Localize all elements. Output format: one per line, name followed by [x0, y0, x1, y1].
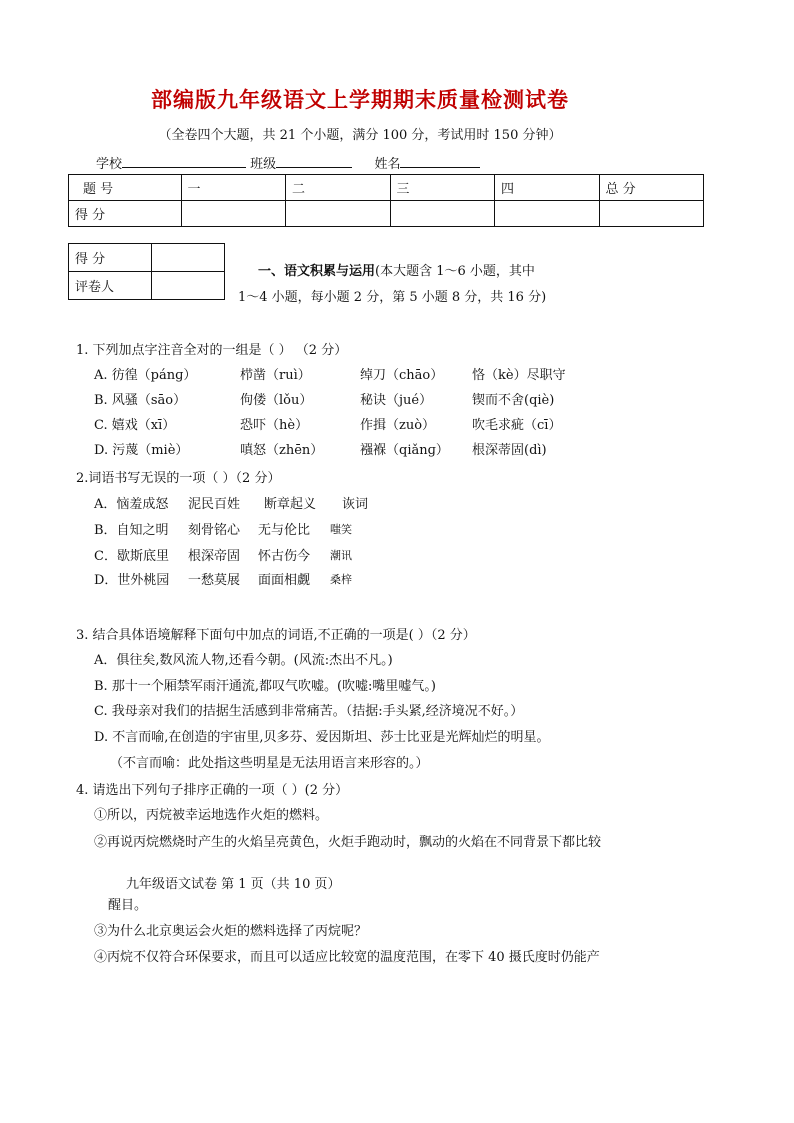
- score-table-header: 总 分: [599, 175, 704, 201]
- exam-instructions: （全卷四个大题，共 21 个小题，满分 100 分，考试用时 150 分钟）: [158, 128, 562, 143]
- score-table-header: 四: [495, 175, 600, 201]
- q1-option: 嗔怒（zhēn）: [240, 443, 324, 458]
- q3-option-a: A．俱往矣,数风流人物,还看今朝。(风流:杰出不凡。): [94, 653, 393, 668]
- school-field[interactable]: [122, 154, 246, 168]
- q2-option: 一愁莫展: [188, 573, 241, 588]
- grader-table: [68, 243, 225, 300]
- class-label: 班级: [250, 157, 277, 172]
- q2-option: 面面相觑: [258, 573, 311, 588]
- student-info-row: [96, 153, 480, 172]
- q2-option: 桑梓: [330, 573, 352, 586]
- score-table-header: 题 号: [69, 175, 182, 201]
- q2-option: 怀古伤今: [258, 549, 311, 564]
- page-footer: 九年级语文试卷 第 1 页（共 10 页）: [126, 877, 341, 892]
- name-field[interactable]: [400, 154, 480, 168]
- grader-name-cell[interactable]: [152, 272, 225, 300]
- q2-option: 根深帝固: [188, 549, 241, 564]
- q2-option: 无与伦比: [258, 523, 311, 538]
- question-1-stem: 1. 下列加点字注音全对的一组是（ ） （2 分）: [76, 343, 348, 358]
- q1-option: 栉凿（ruì）: [240, 368, 311, 383]
- q1-option: 根深蒂固(dì): [472, 443, 547, 458]
- q2-option: 嗤笑: [330, 523, 352, 536]
- q2-option: 刻骨铭心: [188, 523, 241, 538]
- q1-option: 佝偻（lǒu）: [240, 393, 313, 408]
- page-title: 部编版九年级语文上学期期末质量检测试卷: [151, 87, 569, 112]
- q3-option-d: D. 不言而喻,在创造的宇宙里,贝多芬、爱因斯坦、莎士比亚是光辉灿烂的明星。: [94, 730, 550, 745]
- q1-option: 吹毛求疵（cī）: [472, 418, 562, 433]
- q1-option: C. 嬉戏（xī）: [94, 418, 176, 433]
- q1-option: B. 风骚（sāo）: [94, 393, 187, 408]
- q1-option: 恪（kè）尽职守: [472, 368, 566, 383]
- q2-option: 诙词: [342, 497, 369, 512]
- score-table-score-row: [69, 201, 704, 227]
- q1-option: 作揖（zuò）: [360, 418, 436, 433]
- score-cell[interactable]: [495, 201, 600, 227]
- q2-option: C．歇斯底里: [94, 549, 169, 564]
- q4-sentence-4: ④丙烷不仅符合环保要求，而且可以适应比较宽的温度范围，在零下 40 摄氏度时仍能产: [94, 950, 600, 965]
- q4-sentence-2: ②再说丙烷燃烧时产生的火焰呈亮黄色，火炬手跑动时，飘动的火焰在不同背景下都比较: [94, 835, 602, 850]
- q2-option: A．恼羞成怒: [94, 497, 169, 512]
- score-cell[interactable]: [286, 201, 391, 227]
- question-2-stem: 2.词语书写无误的一项（ ）（2 分）: [76, 471, 281, 486]
- score-table-header-row: [69, 175, 704, 201]
- score-table-header: 三: [390, 175, 495, 201]
- q2-option: 断章起义: [264, 497, 317, 512]
- section-title-bold: 一、语文积累与运用: [258, 264, 376, 279]
- score-cell[interactable]: [599, 201, 704, 227]
- q3-option-c: C. 我母亲对我们的拮据生活感到非常痛苦。（拮据:手头紧,经济境况不好。）: [94, 704, 524, 719]
- section-title-line2: 1～4 小题，每小题 2 分，第 5 小题 8 分，共 16 分): [238, 290, 547, 305]
- score-table-header: 二: [286, 175, 391, 201]
- q1-option: 襁褓（qiǎnɡ）: [360, 443, 449, 458]
- grader-score-label: 得 分: [69, 244, 152, 272]
- grader-name-label: 评卷人: [69, 272, 152, 300]
- q1-option: A. 彷徨（pánɡ）: [94, 368, 197, 383]
- score-cell[interactable]: [390, 201, 495, 227]
- score-table-header: 一: [181, 175, 286, 201]
- score-table: [68, 174, 704, 227]
- school-label: 学校: [96, 157, 123, 172]
- score-row-label: 得 分: [69, 201, 182, 227]
- q1-option: 绰刀（chāo）: [360, 368, 444, 383]
- q4-sentence-3: ③为什么北京奥运会火炬的燃料选择了丙烷呢？: [94, 924, 368, 939]
- q1-option: 秘诀（jué）: [360, 393, 433, 408]
- q2-option: B．自知之明: [94, 523, 169, 538]
- q1-option: 锲而不舍(qiè): [472, 393, 555, 408]
- q2-option: D．世外桃园: [94, 573, 170, 588]
- grader-score-cell[interactable]: [152, 244, 225, 272]
- q2-option: 潮讯: [330, 549, 352, 562]
- class-field[interactable]: [276, 154, 352, 168]
- q3-option-d-note: （不言而喻：此处指这些明星是无法用语言来形容的。）: [110, 756, 429, 771]
- q1-option: D. 污蔑（miè）: [94, 443, 189, 458]
- q4-sentence-2-cont: 醒目。: [108, 898, 148, 913]
- q2-option: 泥民百姓: [188, 497, 241, 512]
- q3-option-b: B. 那十一个厢禁军雨汗通流,都叹气吹嘘。(吹嘘:嘴里嘘气。): [94, 679, 436, 694]
- q4-sentence-1: ①所以，丙烷被幸运地选作火炬的燃料。: [94, 808, 329, 823]
- q1-option: 恐吓（hè）: [240, 418, 309, 433]
- question-4-stem: 4. 请选出下列句子排序正确的一项（ ）(2 分）: [76, 783, 349, 798]
- score-cell[interactable]: [181, 201, 286, 227]
- section-title-rest: (本大题含 1～6 小题，其中: [375, 264, 535, 279]
- section-title: [258, 260, 535, 279]
- name-label: 姓名: [374, 157, 401, 172]
- question-3-stem: 3. 结合具体语境解释下面句中加点的词语,不正确的一项是( ）（2 分）: [76, 628, 476, 643]
